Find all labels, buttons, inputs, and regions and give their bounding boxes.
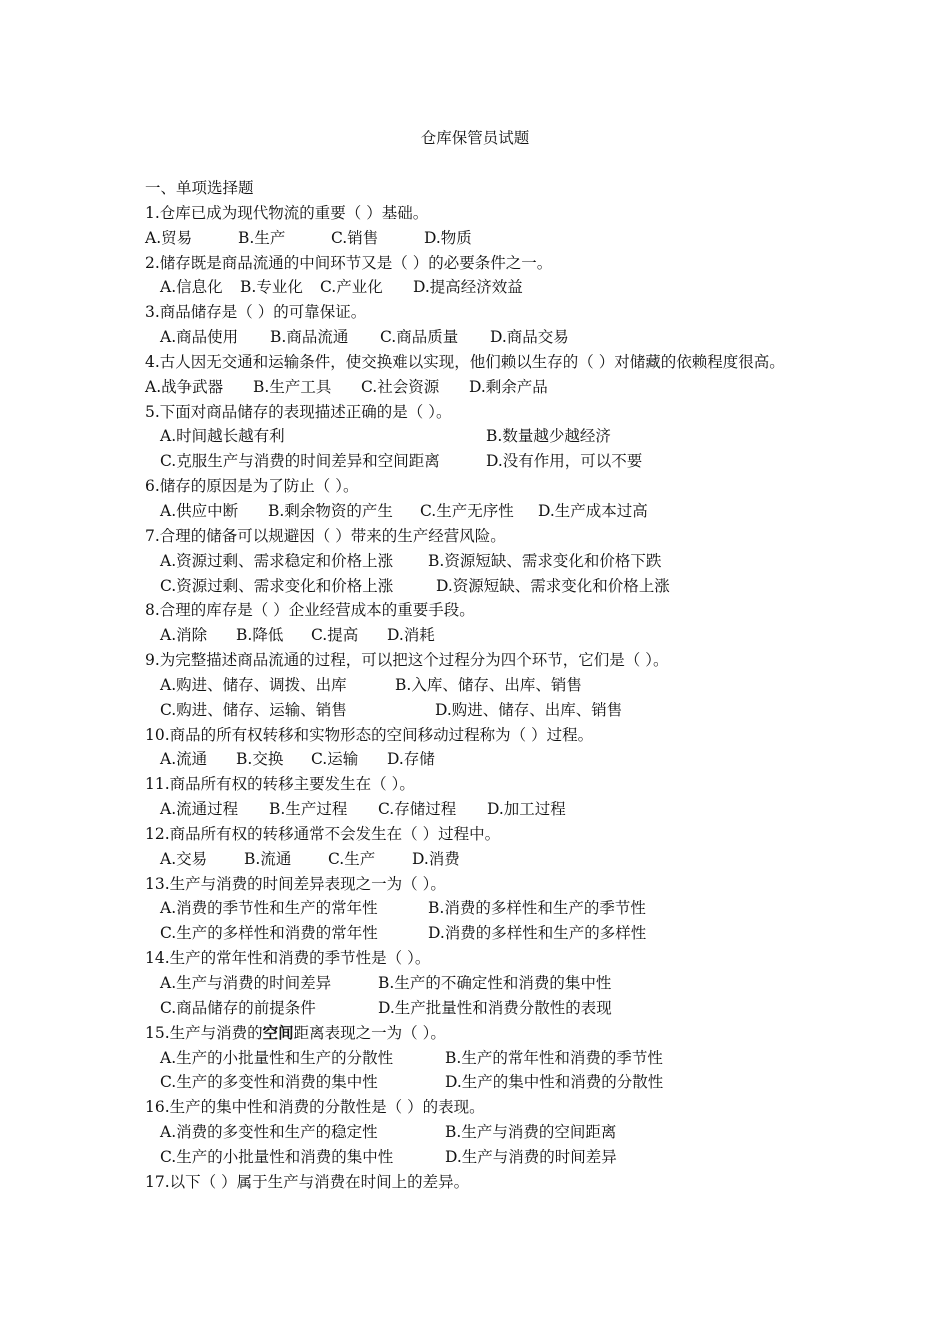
- answer-option: B.生产工具: [253, 377, 332, 396]
- option-row: [145, 499, 815, 524]
- question-text-part: 15.生产与消费的: [145, 1023, 263, 1042]
- option-row: [145, 1046, 815, 1071]
- answer-option: D.消费: [412, 849, 460, 868]
- answer-option: A.消费的季节性和生产的常年性: [160, 899, 378, 918]
- question-8: 8.合理的库存是（ ）企业经营成本的重要手段。: [145, 601, 475, 620]
- answer-option: C.克服生产与消费的时间差异和空间距离: [160, 452, 440, 471]
- option-row: [145, 797, 815, 822]
- answer-option: A.消费的多变性和生产的稳定性: [160, 1123, 378, 1142]
- answer-option: B.生产: [238, 228, 286, 247]
- option-row: [145, 996, 815, 1021]
- answer-option: A.消除: [160, 626, 208, 645]
- question-15: [145, 1021, 815, 1046]
- answer-option: C.产业化: [320, 278, 383, 297]
- answer-option: D.没有作用，可以不要: [486, 452, 643, 471]
- option-row: [145, 574, 815, 599]
- question-11: 11.商品所有权的转移主要发生在（ ）。: [145, 775, 415, 794]
- answer-option: C.生产: [328, 849, 376, 868]
- option-row: [145, 623, 815, 648]
- answer-option: B.生产的常年性和消费的季节性: [445, 1048, 663, 1067]
- option-row: [145, 971, 815, 996]
- option-row: [145, 1070, 815, 1095]
- answer-option: B.交换: [236, 750, 284, 769]
- option-row: [145, 449, 815, 474]
- question-13: 13.生产与消费的时间差异表现之一为（ ）。: [145, 874, 446, 893]
- option-row: [145, 375, 815, 400]
- answer-option: B.专业化: [240, 278, 303, 297]
- option-row: [145, 847, 815, 872]
- answer-option: C.商品质量: [380, 328, 459, 347]
- answer-option: C.社会资源: [361, 377, 440, 396]
- answer-option: C.生产的小批量性和消费的集中性: [160, 1147, 394, 1166]
- answer-option: B.数量越少越经济: [486, 427, 611, 446]
- answer-option: C.生产无序性: [420, 501, 514, 520]
- answer-option: A.资源过剩、需求稳定和价格上涨: [160, 551, 394, 570]
- question-6: 6.储存的原因是为了防止（ ）。: [145, 477, 359, 496]
- question-list: [145, 201, 815, 1195]
- answer-option: B.生产的不确定性和消费的集中性: [378, 974, 612, 992]
- answer-option: B.入库、储存、出库、销售: [395, 675, 582, 694]
- answer-option: D.剩余产品: [469, 377, 548, 396]
- answer-option: D.消耗: [387, 626, 435, 645]
- answer-option: D.物质: [424, 228, 472, 247]
- answer-option: C.运输: [311, 750, 359, 769]
- answer-option: A.战争武器: [145, 377, 224, 396]
- question-text-emphasis: 空间: [262, 1022, 294, 1042]
- answer-option: C.存储过程: [378, 800, 457, 819]
- question-3: 3.商品储存是（ ）的可靠保证。: [145, 303, 367, 322]
- question-1: 1.仓库已成为现代物流的重要（ ）基础。: [145, 203, 429, 222]
- document-body: [145, 176, 815, 1195]
- answer-option: B.消费的多样性和生产的季节性: [428, 899, 646, 918]
- option-row: [145, 1145, 815, 1170]
- answer-option: D.提高经济效益: [413, 278, 523, 297]
- answer-option: D.加工过程: [487, 800, 566, 819]
- answer-option: D.购进、储存、出库、销售: [435, 700, 623, 719]
- answer-option: D.存储: [387, 750, 435, 769]
- question-10: 10.商品的所有权转移和实物形态的空间移动过程称为（ ）过程。: [145, 725, 594, 744]
- answer-option: C.提高: [311, 626, 359, 645]
- question-text-part: 距离表现之一为（ ）。: [293, 1023, 446, 1042]
- answer-option: C.商品储存的前提条件: [160, 998, 316, 1017]
- option-row: [145, 424, 815, 449]
- answer-option: A.商品使用: [160, 328, 239, 347]
- question-17: 17.以下（ ）属于生产与消费在时间上的差异。: [145, 1172, 470, 1191]
- answer-option: A.供应中断: [160, 501, 239, 520]
- answer-option: A.购进、储存、调拨、出库: [160, 675, 347, 694]
- answer-option: D.资源短缺、需求变化和价格上涨: [436, 576, 670, 595]
- answer-option: B.生产过程: [269, 800, 348, 819]
- question-9: 9.为完整描述商品流通的过程，可以把这个过程分为四个环节，它们是（ ）。: [145, 651, 669, 670]
- answer-option: D.商品交易: [490, 328, 569, 347]
- answer-option: B.生产与消费的空间距离: [445, 1123, 617, 1142]
- answer-option: D.生产成本过高: [538, 501, 648, 520]
- question-4: 4.古人因无交通和运输条件，使交换难以实现，他们赖以生存的（ ）对储藏的依赖程度很高。: [145, 352, 785, 371]
- answer-option: C.生产的多样性和消费的常年性: [160, 924, 378, 943]
- question-2: 2.储存既是商品流通的中间环节又是（ ）的必要条件之一。: [145, 253, 553, 272]
- answer-option: C.购进、储存、运输、销售: [160, 700, 347, 719]
- question-7: 7.合理的储备可以规避因（ ）带来的生产经营风险。: [145, 526, 506, 545]
- question-14: 14.生产的常年性和消费的季节性是（ ）。: [145, 949, 431, 968]
- answer-option: B.剩余物资的产生: [268, 501, 393, 520]
- section-heading: 一、单项选择题: [145, 179, 254, 197]
- option-row: [145, 226, 815, 251]
- answer-option: B.资源短缺、需求变化和价格下跌: [428, 551, 662, 570]
- answer-option: A.生产与消费的时间差异: [160, 974, 332, 992]
- option-row: [145, 896, 815, 921]
- option-row: [145, 673, 815, 698]
- answer-option: D.消费的多样性和生产的多样性: [428, 924, 647, 943]
- answer-option: A.时间越长越有利: [160, 427, 285, 446]
- answer-option: D.生产的集中性和消费的分散性: [445, 1073, 664, 1092]
- option-row: [145, 325, 815, 350]
- answer-option: A.贸易: [145, 228, 193, 247]
- option-row: [145, 549, 815, 574]
- answer-option: C.生产的多变性和消费的集中性: [160, 1073, 378, 1092]
- answer-option: B.商品流通: [270, 328, 349, 347]
- option-row: [145, 275, 815, 300]
- option-row: [145, 1120, 815, 1145]
- answer-option: B.流通: [244, 849, 292, 868]
- answer-option: A.流通: [160, 750, 208, 769]
- question-16: 16.生产的集中性和消费的分散性是（ ）的表现。: [145, 1098, 485, 1117]
- answer-option: D.生产批量性和消费分散性的表现: [378, 998, 612, 1017]
- answer-option: A.流通过程: [160, 800, 239, 819]
- answer-option: A.交易: [160, 849, 208, 868]
- option-row: [145, 747, 815, 772]
- option-row: [145, 698, 815, 723]
- document-title: 仓库保管员试题: [420, 129, 530, 147]
- answer-option: C.销售: [331, 228, 379, 247]
- option-row: [145, 921, 815, 946]
- answer-option: A.信息化: [160, 278, 223, 297]
- question-5: 5.下面对商品储存的表现描述正确的是（ ）。: [145, 402, 452, 421]
- answer-option: A.生产的小批量性和生产的分散性: [160, 1048, 394, 1067]
- question-12: 12.商品所有权的转移通常不会发生在（ ）过程中。: [145, 824, 501, 843]
- answer-option: B.降低: [236, 626, 284, 645]
- answer-option: D.生产与消费的时间差异: [445, 1147, 617, 1166]
- answer-option: C.资源过剩、需求变化和价格上涨: [160, 576, 394, 595]
